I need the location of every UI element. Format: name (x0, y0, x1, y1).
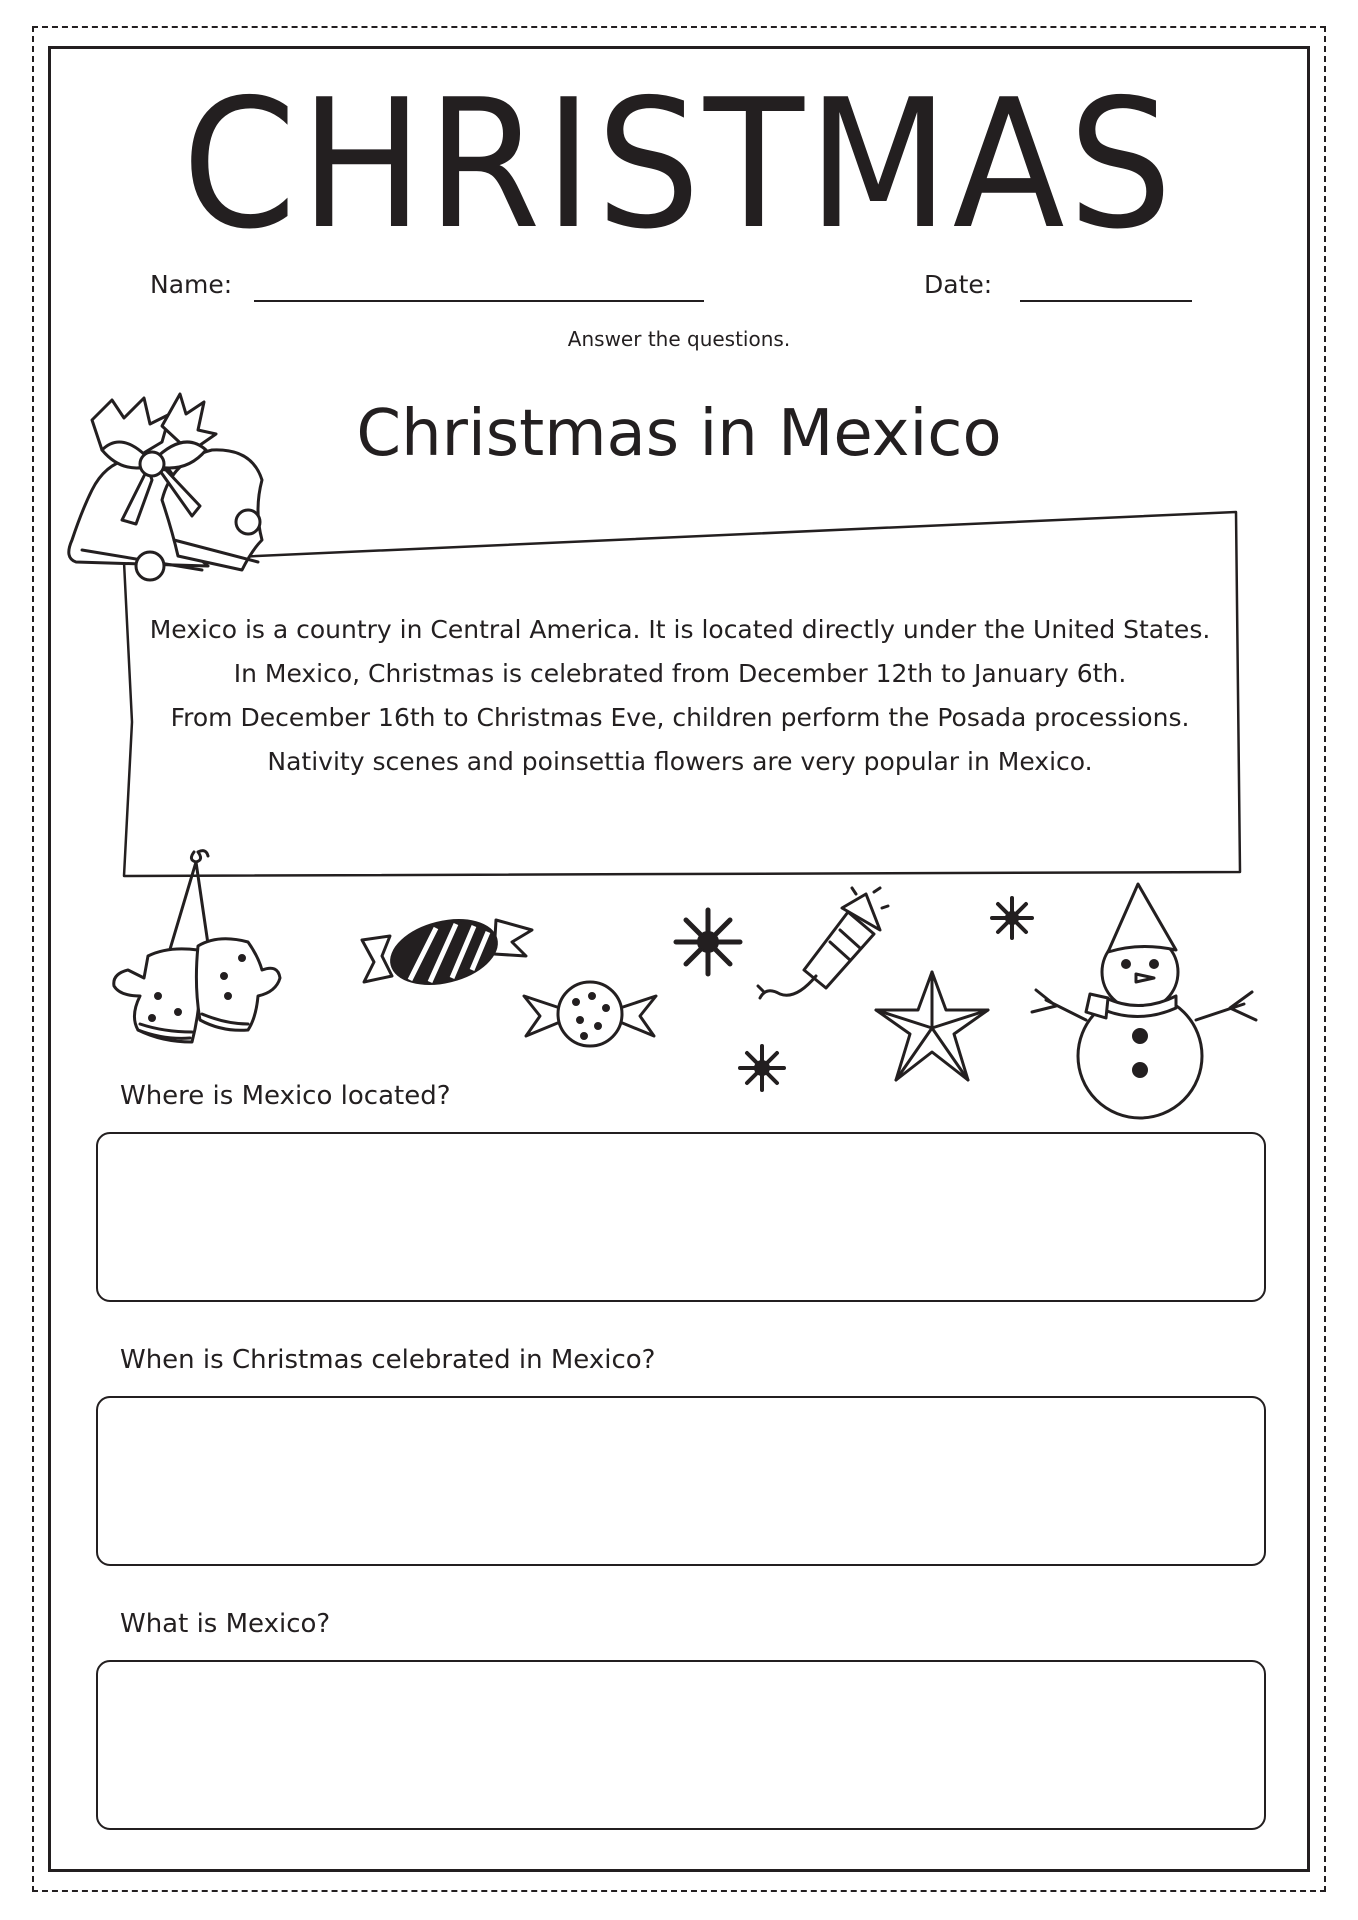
reading-line: From December 16th to Christmas Eve, children perform the Posada processions. (170, 703, 1190, 732)
snowman-icon (1016, 880, 1270, 1120)
mittens-icon (108, 846, 284, 1046)
striped-candy-icon (356, 896, 534, 1000)
page-title: CHRISTMAS (182, 61, 1176, 268)
bells-icon (62, 390, 272, 590)
instructions-text: Answer the questions. (567, 327, 791, 351)
firework-rocket-icon (756, 890, 886, 1010)
date-field[interactable] (1020, 300, 1192, 302)
star-icon (872, 970, 992, 1088)
reading-passage (130, 608, 1230, 784)
question-2-text: When is Christmas celebrated in Mexico? (120, 1345, 656, 1375)
date-label: Date: (924, 270, 993, 299)
round-candy-icon (520, 974, 660, 1054)
answer-box-3[interactable] (96, 1660, 1266, 1830)
snowflake-icon (672, 906, 744, 978)
answer-box-1[interactable] (96, 1132, 1266, 1302)
name-field[interactable] (254, 300, 704, 302)
reading-line: In Mexico, Christmas is celebrated from December 12th to January 6th. (233, 659, 1127, 688)
question-3-text: What is Mexico? (120, 1609, 331, 1639)
answer-box-2[interactable] (96, 1396, 1266, 1566)
question-1-text: Where is Mexico located? (120, 1081, 451, 1111)
reading-title: Christmas in Mexico (356, 397, 1002, 471)
name-label: Name: (150, 270, 233, 299)
snowflake-icon (738, 1044, 786, 1092)
reading-line: Mexico is a country in Central America. It is located directly under the United States. (149, 615, 1211, 644)
reading-line: Nativity scenes and poinsettia flowers are very popular in Mexico. (267, 747, 1093, 776)
